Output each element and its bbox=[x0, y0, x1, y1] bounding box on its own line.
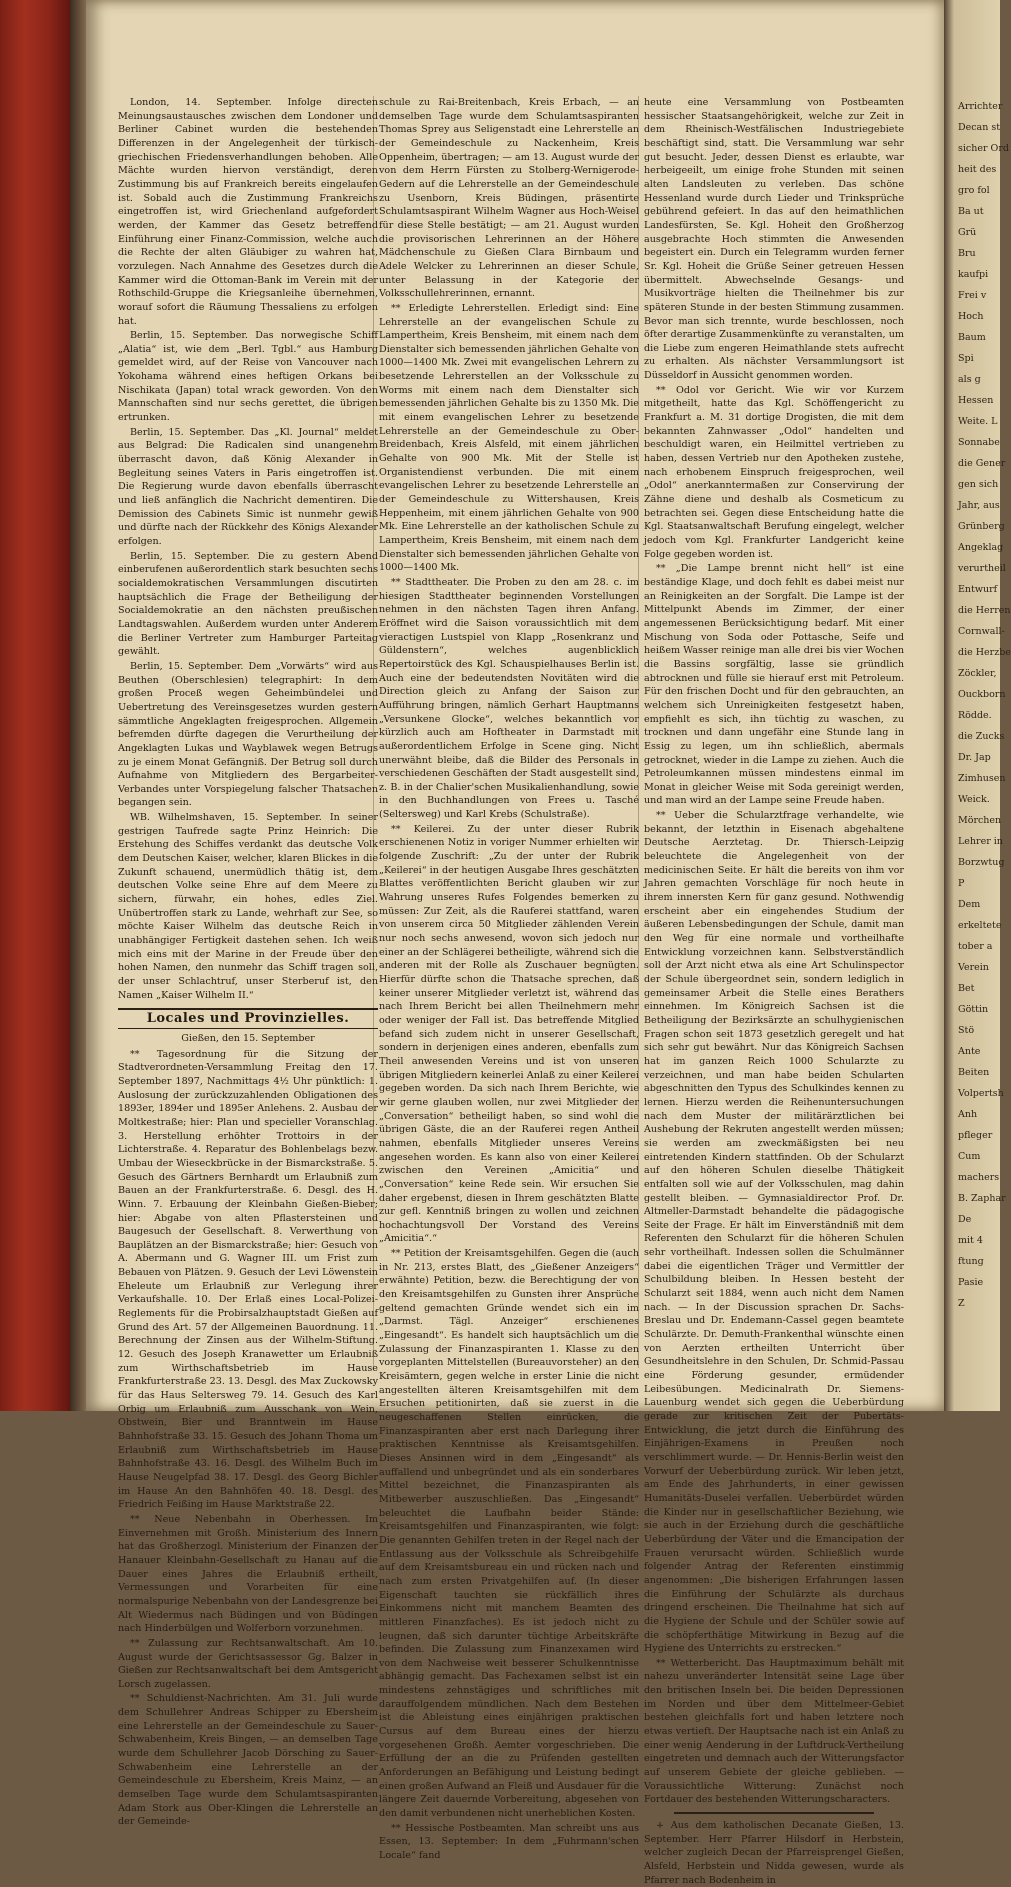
adjacent-page-fragment: die Gener bbox=[958, 458, 1006, 469]
adjacent-page-fragment: Weite. L bbox=[958, 416, 998, 427]
adjacent-page-fragment: Hoch bbox=[958, 311, 984, 322]
adjacent-page-edge bbox=[944, 0, 1011, 1411]
adjacent-page-fragment: De bbox=[958, 1214, 972, 1225]
adjacent-page-fragment: gen sich bbox=[958, 479, 999, 490]
column-middle bbox=[379, 96, 640, 1861]
adjacent-page-fragment: Grü bbox=[958, 227, 977, 238]
adjacent-page-fragment: Rödde. bbox=[958, 710, 992, 721]
article-new-branch-railway: ** Neue Nebenbahn in Oberhessen. Im Einvernehmen mit Großh. Ministerium des Innern hat das Großherzogl. Ministerium der Finanzen der Hanauer Kleinbahn-Gesellschaft zu Hanau auf die Dauer eines Jahres die Erlaubniß ertheilt, Vermessungen und Vorarbeiten für eine normalspurige Nebenbahn von der Landesgrenze bei Alt Wiedermus nach Büdingen und von Büdingen nach Hinderbülgen und Wolferborn vorzunehmen. bbox=[118, 1513, 378, 1635]
adjacent-page-fragment: ftung bbox=[958, 1256, 984, 1267]
adjacent-page-fragment: Dr. Jap bbox=[958, 752, 991, 763]
adjacent-page-fragment: Ba ut bbox=[958, 206, 984, 217]
adjacent-page-fragment: P bbox=[958, 878, 965, 889]
adjacent-page-fragment: Bru bbox=[958, 248, 976, 259]
article-weather-report: ** Wetterbericht. Das Hauptmaximum behält mit nahezu unveränderter Intensität seine Lage über den britischen Inseln bei. Die beiden Depressionen im Norden und über dem Mittelmeer-Gebiet bestehen gleichfalls fort und haben letztere noch etwas vertieft. Der Hauptsache nach ist ein Anlaß zu einer wenig Aenderung in der Luftdruck-Vertheilung eingetreten und demnach auch der Witterungsfactor auf unserem Gebiete der gleiche geblieben. — Voraussichtliche Witterung: Zunächst noch Fortdauer des bestehenden Witterungscharacters. bbox=[644, 1657, 904, 1806]
adjacent-page-fragment: Volpertsh bbox=[958, 1088, 1004, 1099]
article-london-turkish-greek: London, 14. September. Infolge directen Meinungsaustausches zwischen dem Londoner und Berliner Cabinet wurden die bestehenden Differenzen in der Angelegenheit der türkisch-griechischen Friedensverhandlungen behoben. Alle Mächte wurden hiervon verständigt, deren Zustimmung bis auf Frankreich bereits eingelaufen ist. Sobald auch die Zustimmung Frankreichs eingetroffen ist, wird Griechenland aufgefordert werden, der Kammer das Gesetz betreffend Einführung einer Finanz-Commission, welche auch die Rechte der alten Gläubiger zu wahren hat, vorzulegen. Nach Annahme des Gesetzes durch die Kammer wird die Ottoman-Bank im Verein mit der Rothschild-Gruppe die Kriegsanleihe übernehmen, worauf sofort die Räumung Thessaliens zu erfolgen hat. bbox=[118, 97, 378, 327]
article-separator bbox=[674, 1812, 874, 1814]
adjacent-page-fragment: Angeklag bbox=[958, 542, 1004, 553]
adjacent-page-fragment: heit des bbox=[958, 164, 997, 175]
adjacent-page-fragment: Pasie bbox=[958, 1277, 984, 1288]
adjacent-page-fragment: Weick. bbox=[958, 794, 990, 805]
adjacent-page-fragment: die Herren bbox=[958, 605, 1011, 616]
adjacent-page-fragment: Dem bbox=[958, 899, 981, 910]
column-right bbox=[644, 96, 904, 1886]
adjacent-page-fragment: Cornwall- bbox=[958, 626, 1005, 637]
article-bar-admission: ** Zulassung zur Rechtsanwaltschaft. Am 10. August wurde der Gerichtsassessor Gg. Balzer in Gießen zur Rechtsanwaltschaft bei dem Amtsgericht Lorsch zugelassen. bbox=[118, 1637, 378, 1690]
adjacent-page-fragment: die Herzbe bbox=[958, 647, 1011, 658]
adjacent-page-fragment: Ante bbox=[958, 1046, 981, 1057]
article-petition-district-clerks: ** Petition der Kreisamtsgehilfen. Gegen die (auch in Nr. 213, erstes Blatt, des „Gießener Anzeigers“ erwähnte) Petition, bezw. die Berechtigung der von den Kreisamtsgehilfen zu Gunsten ihrer Ansprüche geltend gemachten Gründe wendet sich ein im „Darmst. Tägl. Anzeiger“ erschienenes „Eingesandt“. Es handelt sich hauptsächlich um die Zulassung der Finanzaspiranten 1. Klasse zu den vorgeplanten Mittelstellen (Bureauvorsteher) an den Kreisämtern, gegen welche in erster Linie die nicht angestellten älteren Kreisamtsgehilfen mit dem Ersuchen petitionirten, daß sie zuerst in die neugeschaffenen Stellen einrücken, die Finanzaspiranten aber erst nach Darlegung ihrer praktischen Kenntnisse als Kreisamtsgehilfen. Dieses Ansinnen wird in dem „Eingesandt“ als auffallend und unbegründet und als ein sonderbares Mittel bezeichnet, die Finanzaspiranten als Mitbewerber auszuschließen. Das „Eingesandt“ beleuchtet die Laufbahn beider Stände: Kreisamtsgehilfen und Finanzaspiranten, wie folgt: Die genannten Gehilfen treten in der Regel nach der Entlassung aus der Volksschule als Schreibgehilfe auf dem Kreisamtsbureau ein und rücken nach und nach zum ersten Privatgehilfen auf. (In dieser Eigenschaft tauchten sie rückfällich ihres Einkommens nicht mit manchem Beamten des mittleren Finanzfaches). Es ist jedoch nicht zu leugnen, daß sich darunter tüchtige Arbeitskräfte befinden. Die Zulassung zum Finanzexamen wird von dem Nachweise weit besserer Schulkenntnisse abhängig gemacht. Das Fachexamen selbst ist ein mindestens zehnstägiges und schriftliches mit darauffolgendem mündlichen. Nach dem Bestehen ist die Ableistung eines einjährigen praktischen Cursus auf dem Bureau eines der hierzu vorgesehenen Großh. Aemter vorgeschrieben. Die Erfüllung der an die zu Prüfenden gestellten Anforderungen an Befähigung und Leistung bedingt einen großen Aufwand an Fleiß und Ausdauer für die längere Zeit dauernde Vorbereitung, abgesehen von den damit verbundenen nicht unerheblichen Kosten. bbox=[379, 1248, 639, 1820]
adjacent-page-fragment: Z bbox=[958, 1298, 965, 1309]
adjacent-page-fragment: Göttin bbox=[958, 1004, 989, 1015]
column-left bbox=[118, 96, 378, 1828]
adjacent-page-fragment: Jahr, aus bbox=[958, 500, 1000, 511]
adjacent-page-fragment: verurtheil bbox=[958, 563, 1006, 574]
article-school-doctor-question: ** Ueber die Schularztfrage verhandelte, wie bekannt, der letzthin in Eisenach abgehaltene Deutsche Aerztetag. Dr. Thiersch-Leipzig beleuchtete die Angelegenheit von der medicinischen Seite. Er hält die bereits von ihm vor Jahren gemachten Vorschläge für noch heute in ihrem innersten Kern für ganz gesund. Nothwendig erscheint aber ein eingehendes Studium der äußeren Lebensbedingungen der Schule, damit man den Weg für eine normale und vortheilhafte Entwicklung vorzeichnen kann. Selbstverständlich soll der Arzt nicht etwa als eine Art Schulinspector der Schule übergeordnet sein, sondern lediglich in gemeinsamer Arbeit die Stelle eines Berathers einnehmen. Im Königreich Sachsen ist die Betheiligung der Bezirksärzte an schulhygienischen Fragen schon seit 1873 gesetzlich geregelt und hat sich sehr gut bewährt. Nur das Königreich Sachsen hat im ganzen Reich 1000 Schularzte zu verzeichnen, und man habe beiden Schularten abgeschnitten den Typus des Schulkindes kennen zu lernen. Hierzu werden die Reihenuntersuchungen nach dem Muster der militärärztlichen bei Aushebung der Rekruten angestellt werden müssen; sie werden am zweckmäßigsten bei neu eintretenden Kindern stattfinden. Ob der Schularzt auf den höheren Schulen dieselbe Thätigkeit entfalten soll wie auf der Volksschulen, mag dahin gestellt bleiben. — Gymnasialdirector Prof. Dr. Altmeller-Darmstadt behandelte die pädagogische Seite der Frage. Er hält im Einverständniß mit dem Referenten den Schularzt für die höheren Schulen sehr vortheilhaft. Indessen sollen die Schulmänner dabei die eigentlichen Träger und Vermittler der Schulbildung bleiben. In Hessen besteht der Schularzt seit 1884, wenn auch nicht dem Namen nach. — In der Discussion sprachen Dr. Sachs-Breslau und Dr. Endemann-Cassel gegen beamtete Schulärzte. Dr. Demuth-Frankenthal wünschte einen von Aerzten ertheilten Unterricht über Gesundheitslehre in den Schulen, Dr. Schmid-Passau eine Förderung gesunder, ermüdender Leibesübungen. Medicinalrath Dr. Siemens-Lauenburg wendet sich gegen die Ueberbürdung gerade zur kritischen Zeit der Pubertäts-Entwicklung, die jetzt durch die Einführung des Einjährigen-Examens in Preußen noch verschlimmert wurde. — Dr. Hennis-Berlin weist den Vorwurf der Ueberbürdung zurück. Wir leben jetzt, am Ende des Jahrhunderts, in einer gewissen Humanitäts-Duselei verfallen. Ueberbürdet würden die Kinder nur in gesellschaftlicher Beziehung, wie sie auch in der Erziehung durch die geschäftliche Ueberbürdung der Väter und die Emancipation der Frauen verursacht würden. Schließlich wurde folgender Antrag der Referenten einstimmig angenommen: „Die bisherigen Erfahrungen lassen die Einführung der Schulärzte als durchaus dringend erscheinen. Die Theilnahme hat sich auf die Hygiene der Schule und der Schüler sowie auf die schöpferthätige Mitwirkung in Bezug auf die Hygiene des Unterrichts zu erstrecken.“ bbox=[644, 810, 904, 1655]
adjacent-page-fragment: Borzwtug bbox=[958, 857, 1005, 868]
article-odol-in-court: ** Odol vor Gericht. Wie wir vor Kurzem mitgetheilt, hatte das Kgl. Schöffengericht zu Frankfurt a. M. 31 dortige Drogisten, die mit dem bekannten Zahnwasser „Odol“ handelten und beschuldigt waren, ein Heilmittel vertrieben zu haben, dessen Vertrieb nur den Apotheken zustehe, nach erhobenem Einspruch freigesprochen, weil „Odol“ anerkanntermaßen zur Conservirung der Zähne diene und deshalb als Cosmeticum zu betrachten sei. Gegen diese Entscheidung hatte die Kgl. Staatsanwaltschaft Berufung eingelegt, welcher jedoch vom Kgl. Frankfurter Landgericht keine Folge gegeben worden ist. bbox=[644, 384, 904, 560]
article-berlin-beuthen-trial: Berlin, 15. September. Dem „Vorwärts“ wird aus Beuthen (Oberschlesien) telegraphirt: In dem großen Proceß wegen Geheimbündelei und Uebertretung des Vereinsgesetzes wurden gestern sämmtliche Angeklagten freigesprochen. Allgemein befremden dürfte dagegen die Verurtheilung der Angeklagten Lukas und Wayblawek wegen Betrugs zu je einem Monat Gefängniß. Der Betrug soll durch Aufnahme von Mitgliedern des Bergarbeiter-Verbandes unter Vorspiegelung falscher Thatsachen begangen sein. bbox=[118, 660, 378, 809]
adjacent-page-fragment: Stö bbox=[958, 1025, 975, 1036]
article-brawl-letter: ** Keilerei. Zu der unter dieser Rubrik erschienenen Notiz in voriger Nummer erhielten wir folgende Zuschrift: „Zu der unter der Rubrik „Keilerei“ in der heutigen Ausgabe Ihres geschätzten Blattes veröffentlichten Bericht glauben wir zur Wahrung unseres Rufes Folgendes bemerken zu müssen: Zur Zeit, als die Rauferei stattfand, waren von unserem circa 50 Mitglieder zählenden Verein nur noch sechs anwesend, wovon sich jedoch nur einer an der Schlägerei betheiligte, während sich die anderen mit der Rolle als Zuschauer begnügten. Hierfür dürfte schon die Thatsache sprechen, daß keiner unserer Mitglieder verletzt ist, während das nach Ihrem Bericht bei allen Theilnehmern mehr oder weniger der Fall ist. Das betreffende Mitglied befand sich zudem nicht in unserer Gesellschaft, sondern in derjenigen eines anderen, ebenfalls zum Theil anwesenden Vereins und ist von unseren übrigen Mitgliedern keinerlei Anlaß zu einer Keilerei gegeben worden. Da sich nach Ihrem Berichte, wie wir gerne glauben wollen, nur zwei Mitglieder der „Conversation“ betheiligt haben, so sind wohl die übrigen Gäste, die an der Rauferei regen Antheil nahmen, ebenfalls Mitglieder unseres Vereins angesehen worden. Es kann also von einer Keilerei zwischen den Vereinen „Amicitia“ und „Conversation“ keine Rede sein. Wir ersuchen Sie daher ergebenst, diesen in Ihrem geschätzten Blatte zur gefl. Kenntniß bringen zu wollen und zeichnen hochachtungsvoll Der Vorstand des Vereins „Amicitia“.“ bbox=[379, 823, 640, 1245]
adjacent-page-fragment: Arrichter bbox=[958, 101, 1003, 112]
adjacent-page-fragment: tober a bbox=[958, 941, 993, 952]
adjacent-page-fragment: als g bbox=[958, 374, 981, 385]
article-vacant-teacher-posts: ** Erledigte Lehrerstellen. Erledigt sind: Eine Lehrerstelle an der evangelischen Schule zu Lampertheim, Kreis Bensheim, mit einem nach dem Dienstalter sich bemessenden jährlichen Gehalte von 1000—1400 Mk. Zwei mit evangelischen Lehrern zu besetzende Lehrerstellen an der Volksschule zu Worms mit einem nach dem Dienstalter sich bemessenden jährlichen Gehalte bis zu 1350 Mk. Die mit einem evangelischen Lehrer zu besetzende Lehrerstelle an der Gemeindeschule zu Ober-Breidenbach, Kreis Alsfeld, mit einem jährlichen Gehalte von 900 Mk. Mit der Stelle ist Organistendienst verbunden. Die mit einem evangelischen Lehrer zu besetzende Lehrerstelle an der Gemeindeschule zu Wittershausen, Kreis Heppenheim, mit einem jährlichen Gehalte von 900 Mk. Eine Lehrerstelle an der katholischen Schule zu Lampertheim, Kreis Bensheim, mit einem nach dem Dienstalter sich bemessenden jährlichen Gehalte von 1000—1400 Mk. bbox=[379, 302, 639, 574]
article-lamp-care: ** „Die Lampe brennt nicht hell“ ist eine beständige Klage, und doch fehlt es dabei meist nur an Reinigkeiten an der Sorgfalt. Die Lampe ist der Mittelpunkt Abends im Zimmer, der einer angemessenen Berücksichtigung bedarf. Mit einer Mischung von Soda oder Pottasche, Seife und heißem Wasser reinige man alle drei bis vier Wochen die Bassins sorgfältig, lasse sie gründlich abtrocknen und fülle sie hierauf erst mit Petroleum. Für den frischen Docht und für den gebrauchten, an welchem sich Unreinigkeiten festgesetzt haben, empfiehlt es sich, ihn tüchtig zu waschen, zu trocknen und dann ungefähr eine Stunde lang in Essig zu legen, um ihn schließlich, abermals getrocknet, wieder in die Lampe zu ziehen. Auch die Petroleumkannen müssen mindestens einmal im Monat in gleicher Weise mit Soda gereinigt werden, und man wird an der Lampe seine Freude haben. bbox=[644, 563, 904, 807]
article-berlin-belgrade: Berlin, 15. September. Das „Kl. Journal“ meldet aus Belgrad: Die Radicalen sind unangenehm überrascht davon, daß König Alexander in Begleitung seines Vaters in Paris eingetroffen ist. Die Regierung wurde davon ebenfalls überrascht und ließ anfänglich die Nachricht dementiren. Die Demission des Cabinets Simic ist nunmehr gewiß und dürfte nach der Rückkehr des Königs Alexander erfolgen. bbox=[118, 426, 378, 547]
article-berlin-alatia-shipwreck: Berlin, 15. September. Das norwegische Schiff „Alatia“ ist, wie dem „Berl. Tgbl.“ aus Hamburg gemeldet wird, auf der Reise von Vancouver nach Yokohama während eines heftigen Orkans bei Nischikata (Japan) total wrack geworden. Von den Mannschaften sind nur sechs gerettet, die übrigen ertrunken. bbox=[118, 330, 378, 424]
adjacent-page-fragment: Decan st bbox=[958, 122, 1001, 133]
article-catholic-deanery: + Aus dem katholischen Decanate Gießen, 13. September. Herr Pfarrer Hilsdorf in Herbstein, welcher zugleich Decan der Pfarreisprengel Gießen, Alsfeld, Herbstein und Nidda gewesen, wurde als Pfarrer nach Bodenheim in bbox=[644, 1820, 904, 1886]
book-binding bbox=[0, 0, 70, 1411]
adjacent-page-fragment: kaufpi bbox=[958, 269, 989, 280]
adjacent-page-fragment: machers bbox=[958, 1172, 1000, 1183]
article-hessian-postal-officials: ** Hessische Postbeamten. Man schreibt uns aus Essen, 13. September: In dem „Fuhrmann'schen Locale“ fand bbox=[379, 1822, 639, 1861]
adjacent-page-fragment: B. Zaphar bbox=[958, 1193, 1006, 1204]
adjacent-page-fragment: Baum bbox=[958, 332, 986, 343]
article-hessian-postal-officials-cont: heute eine Versammlung von Postbeamten hessischer Staatsangehörigkeit, welche zur Zeit in dem Rheinisch-Westfälischen Industriegebiete beschäftigt sind, statt. Die Versammlung war sehr gut besucht. Jeder, dessen Dienst es erlaubte, war herbeigeeilt, um einige frohe Stunden mit seinen alten Landsleuten zu verleben. Das schöne Hessenland wurde durch Lieder und Trinksprüche gebührend gefeiert. In das auf den heimathlichen Landesfürsten, Se. Kgl. Hoheit den Großherzog ausgebrachte Hoch stimmten die Anwesenden begeistert ein. Durch ein Telegramm wurden ferner Sr. Kgl. Hoheit die Grüße Seiner getreuen Hessen übermittelt. Abwechselnde Gesangs- und Musikvorträge hielten die Theilnehmer bis zur späteren Stunde in der besten Stimmung zusammen. Bevor man sich trennte, wurde beschlossen, noch öfter derartige Zusammenkünfte zu veranstalten, um die Liebe zum engeren Heimathlande stets aufrecht zu erhalten. Als nächster Versammlungsort ist Düsseldorf in Aussicht genommen worden. bbox=[644, 97, 904, 382]
adjacent-page-fragment: Frei v bbox=[958, 290, 987, 301]
adjacent-page-fragment: Mörchen bbox=[958, 815, 1002, 826]
adjacent-page-fragment: Cum bbox=[958, 1151, 981, 1162]
adjacent-page-fragment: Verein bbox=[958, 962, 989, 973]
dateline: Gießen, den 15. September bbox=[181, 1032, 315, 1044]
adjacent-page-fragment: Hessen bbox=[958, 395, 994, 406]
adjacent-page-fragment: sicher Ord bbox=[958, 143, 1009, 154]
section-title: Locales und Provinzielles. bbox=[118, 1008, 378, 1029]
adjacent-page-fragment: Bet bbox=[958, 983, 975, 994]
article-school-service-news: ** Schuldienst-Nachrichten. Am 31. Juli wurde dem Schullehrer Andreas Schipper zu Ebersheim eine Lehrerstelle an der Gemeindeschule zu Sauer-Schwabenheim, Kreis Bingen, — an demselben Tage wurde dem Schullehrer Jacob Dörsching zu Sauer-Schwabenheim eine Lehrerstelle an der Gemeindeschule zu Ebersheim, Kreis Mainz, — an demselben Tage wurde dem Schulamtsaspiranten Adam Stork aus Ober-Klingen die Lehrerstelle an der Gemeinde- bbox=[118, 1693, 378, 1828]
adjacent-page-fragment: Grünberg bbox=[958, 521, 1005, 532]
adjacent-page-fragment: Lehrer in bbox=[958, 836, 1003, 847]
adjacent-page-fragment: Entwurf bbox=[958, 584, 998, 595]
article-city-council-agenda: ** Tagesordnung für die Sitzung der Stadtverordneten-Versammlung Freitag den 17. September 1897, Nachmittags 4½ Uhr pünktlich: 1. Auslosung der zurückzuzahlenden Obligationen des 1893er, 1894er und 1895er Anlehens. 2. Ausbau der Moltkestraße; hier: Plan und specieller Voranschlag. 3. Herstellung erhöhter Trottoirs in der Lichterstraße. 4. Reparatur des Bohlenbelags bezw. Umbau der Wieseckbrücke in der Bismarckstraße. 5. Gesuch des Gärtners Bernhardt um Erlaubniß zum Bauen an der Frankfurterstraße. 6. Desgl. des H. Winn. 7. Erbauung der Kleinbahn Gießen-Bieber; hier: Abgabe von alten Pflastersteinen und Baugesuch der Gesellschaft. 8. Verwerthung von Bauplätzen an der Bismarckstraße; hier: Gesuch von A. Abermann und G. Wagner III. um Frist zum Bebauen von Plätzen. 9. Gesuch der Levi Löwenstein Eheleute um Erlaubniß zur Verlegung ihrer Verkaufshalle. 10. Der Erlaß eines Local-Polizei-Reglements für die Probirsalzhauptstadt Gießen auf Grund des Art. 57 der Allgemeinen Bauordnung. 11. Berechnung der Zinsen aus der Wilhelm-Stiftung. 12. Gesuch des Joseph Kranawetter um Erlaubniß zum Wirthschaftsbetrieb im Hause Frankfurterstraße 23. 13. Desgl. des Max Zuckowsky für das Haus Seltersweg 79. 14. Gesuch des Karl Orbig um Erlaubniß zum Ausschank von Wein, Obstwein, Bier und Branntwein im Hause Bahnhofstraße 33. 15. Gesuch des Johann Thoma um Erlaubniß zum Wirthschaftsbetrieb im Hause Bahnhofstraße 43. 16. Desgl. des Wilhelm Buch im Hause Neugelpfad 38. 17. Desgl. des Georg Bichler im Hause An den Bahnhöfen 40. 18. Desgl. des Friedrich Feißing im Hause Marktstraße 22. bbox=[118, 1048, 378, 1511]
adjacent-page-fragment: Anh bbox=[958, 1109, 978, 1120]
adjacent-page-fragment: mit 4 bbox=[958, 1235, 983, 1246]
adjacent-page-fragment: gro fol bbox=[958, 185, 990, 196]
article-berlin-socialdemocrats: Berlin, 15. September. Die zu gestern Abend einberufenen außerordentlich stark besuchten sechs socialdemokratischen Versammlungen discutirten hauptsächlich die Frage der Betheiligung der Socialdemokratie an den nächsten preußischen Landtagswahlen. Außerdem wurden unter Anderem die Berliner Vertreter zum Hamburger Parteitag gewählt. bbox=[118, 550, 378, 658]
adjacent-page-fragment: die Zucks bbox=[958, 731, 1005, 742]
article-city-theatre: ** Stadttheater. Die Proben zu den am 28. c. im hiesigen Stadttheater beginnenden Vorstellungen nehmen in den nächsten Tagen ihren Anfang. Eröffnet wird die Saison voraussichtlich mit dem vieractigen Lustspiel von Klapp „Rosenkranz und Güldenstern“, welches augenblicklich Repertoirstück des Kgl. Schauspielhauses Berlin ist. Auch eine der bedeutendsten Novitäten wird die Direction gleich zu Anfang der Saison zur Aufführung bringen, nämlich Gerhart Hauptmanns „Versunkene Glocke“, welches bekanntlich vor kürzlich auch am Hoftheater in Darmstadt mit außerordentlichem Erfolge in Scene ging. Nicht unerwähnt bleibe, daß die Bilder des Personals in verschiedenen Geschäften der Stadt ausgestellt sind, z. B. in der Chalier'schen Musikalienhandlung, sowie in den Buchhandlungen von Frees u. Tasché (Seltersweg) und Karl Krebs (Schulstraße). bbox=[379, 576, 639, 821]
adjacent-page-fragment: pfleger bbox=[958, 1130, 993, 1141]
adjacent-page-fragment: Beiten bbox=[958, 1067, 990, 1078]
adjacent-page-fragment: Sonnabe bbox=[958, 437, 1000, 448]
adjacent-page-fragment: Spi bbox=[958, 353, 974, 364]
adjacent-page-fragment: erkeltete bbox=[958, 920, 1002, 931]
article-wilhelmshaven-baptism: WB. Wilhelmshaven, 15. September. In seiner gestrigen Taufrede sagte Prinz Heinrich: Die Erstehung des Schiffes verdankt das deutsche Volk dem Deutschen Kaiser, welcher, klaren Blickes in die Zukunft schauend, unermüdlich thätig ist, dem deutschen Volke seine Ehre auf dem Meere zu sichern, fürwahr, ein hohes, edles Ziel. Unübertroffen stark zu Lande, wehrhaft zur See, so möchte Kaiser Wilhelm das deutsche Reich in unabhängiger Fertigkeit dastehen sehen. Ich weiß mich eins mit der Marine in der Freude über den hohen Namen, den nunmehr das Schiff tragen soll, der unser Schlachtruf, unser Sterberuf ist, den Namen „Kaiser Wilhelm II.“ bbox=[118, 812, 378, 1001]
adjacent-page-fragment: Zöckler, bbox=[958, 668, 997, 679]
article-school-service-news-cont: schule zu Rai-Breitenbach, Kreis Erbach, — an demselben Tage wurde dem Schulamtsaspiranten Thomas Sprey aus Seligenstadt eine Lehrerstelle an der Gemeindeschule zu Nackenheim, Kreis Oppenheim, übertragen; — am 13. August wurde der von dem Herrn Fürsten zu Stolberg-Wernigerode-Gedern auf die Lehrerstelle an der Gemeindeschule zu Usenborn, Kreis Büdingen, präsentirte Schulamtsaspirant Wilhelm Wagner aus Hoch-Weisel für diese Stelle bestätigt; — am 21. August wurden die provisorischen Lehrerinnen an der Höhere Mädchenschule zu Gießen Clara Birnbaum und Adele Welcker zu Lehrerinnen an dieser Schule, unter Belassung in der Kategorie der Volksschullehrerinnen, ernannt. bbox=[379, 97, 639, 300]
adjacent-page-fragment: Zimhusen bbox=[958, 773, 1006, 784]
adjacent-page-fragment: Ouckborn bbox=[958, 689, 1006, 700]
